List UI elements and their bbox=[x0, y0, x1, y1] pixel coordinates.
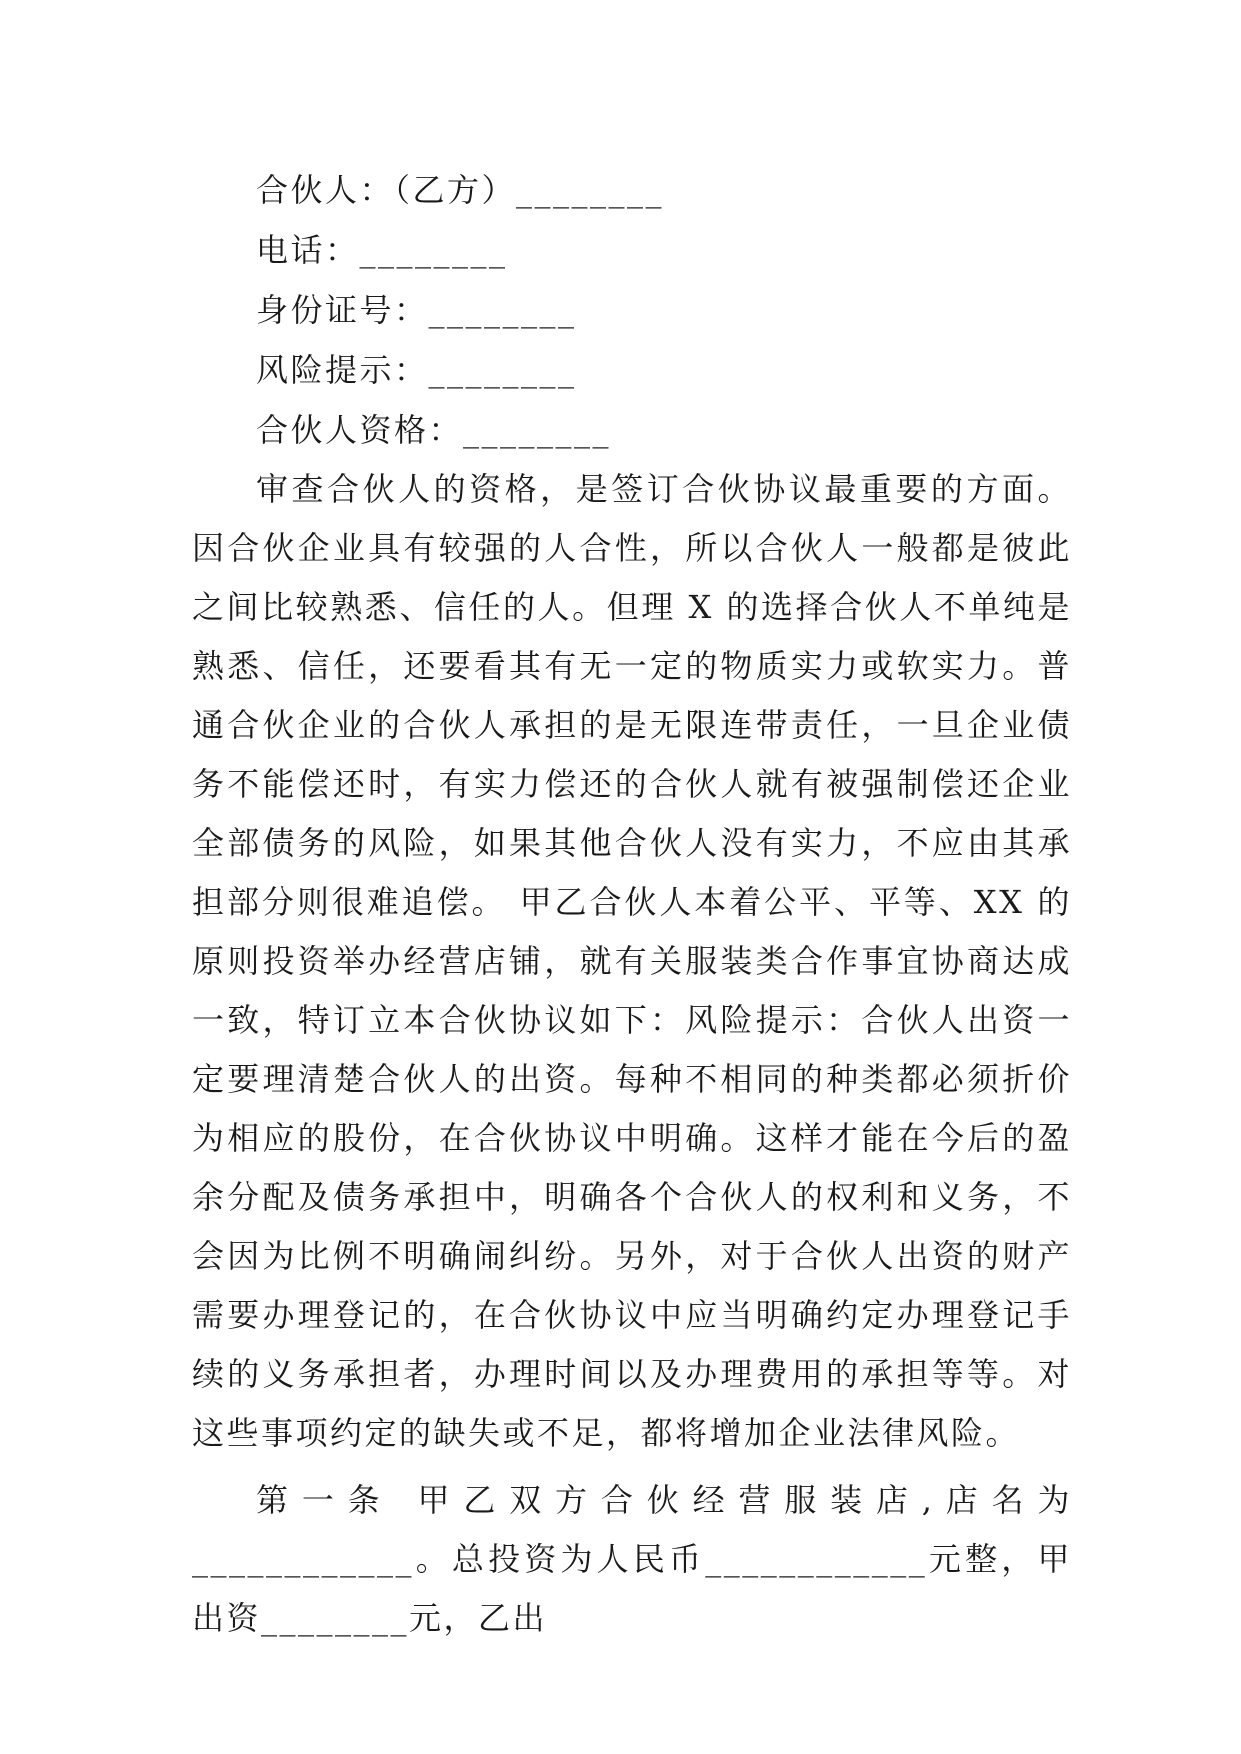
phone-field: 电话：________ bbox=[256, 231, 508, 269]
article-one-paragraph: 第一条 甲乙双方合伙经营服装店,店名为____________。总投资为人民币____________元整，甲出资________元，乙出 bbox=[192, 1481, 1072, 1637]
risk-warning-field: 风险提示：________ bbox=[256, 351, 577, 389]
partner-qualification-field: 合伙人资格：________ bbox=[256, 411, 612, 449]
qualification-review-paragraph: 审查合伙人的资格，是签订合伙协议最重要的方面。因合伙企业具有较强的人合性，所以合伙人一般都是彼此之间比较熟悉、信任的人。但理 X 的选择合伙人不单纯是熟悉、信任，还要看其有无一定的物质实力或软实力。普通合伙企业的合伙人承担的是无限连带责任，一旦企业债务不能偿还时，有实力偿还的合伙人就有被强制偿还企业全部债务的风险，如果其他合伙人没有实力，不应由其承担部分则很难追偿。 甲乙合伙人本着公平、平等、XX 的原则投资举办经营店铺，就有关服装类合作事宜协商达成一致，特订立本合伙协议如下：风险提示：合伙人出资一定要理清楚合伙人的出资。每种不相同的种类都必须折价为相应的股份，在合伙协议中明确。这样才能在今后的盈余分配及债务承担中，明确各个合伙人的权利和义务，不会因为比例不明确闹纠纷。另外，对于合伙人出资的财产需要办理登记的，在合伙协议中应当明确约定办理登记手续的义务承担者，办理时间以及办理费用的承担等等。对这些事项约定的缺失或不足，都将增加企业法律风险。 bbox=[192, 470, 1072, 1452]
document-body bbox=[192, 160, 1072, 1648]
partner-b-field: 合伙人：（乙方）________ bbox=[256, 171, 665, 209]
id-number-field: 身份证号：________ bbox=[256, 291, 577, 329]
